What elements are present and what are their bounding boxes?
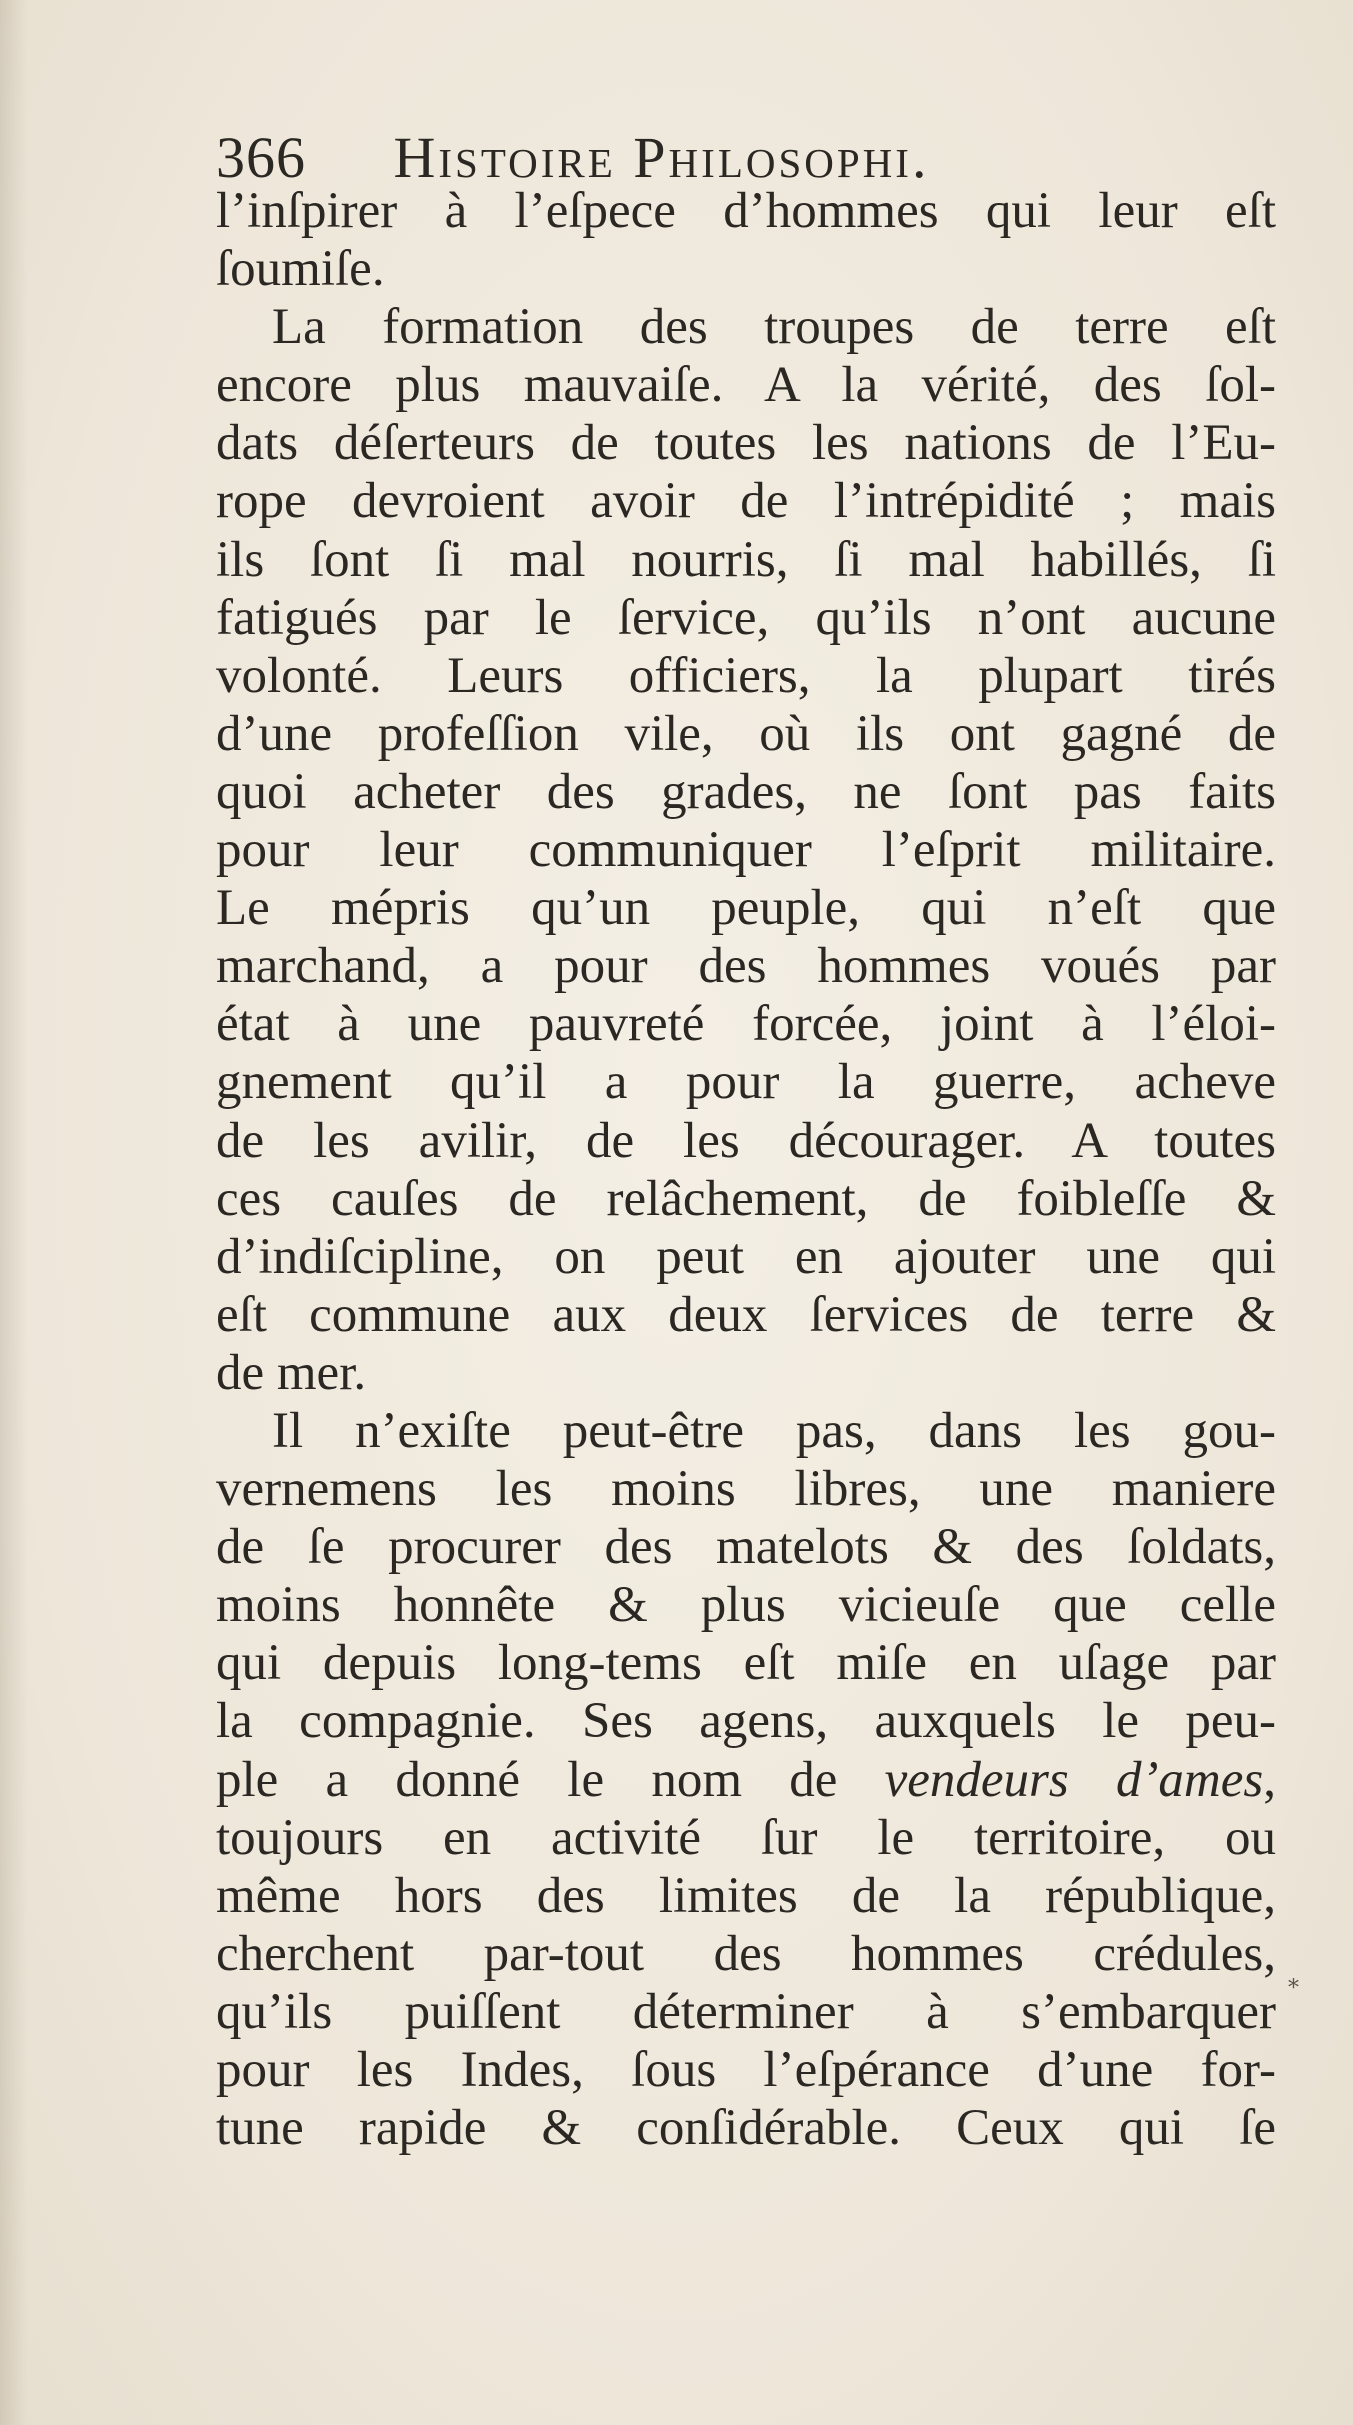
page-number: 366 [216,125,306,190]
page-gutter-shadow [0,0,28,2425]
text-line: d’indiſcipline, on peut en ajouter une qui [216,1228,1276,1285]
text-line: volonté. Leurs officiers, la plupart tirés [216,647,1276,704]
text-body [216,182,1276,2157]
text-line: eſt commune aux deux ſervices de terre & [216,1286,1276,1343]
text-line: vernemens les moins libres, une maniere [216,1461,1276,1518]
text-line: pour les Indes, ſous l’eſpérance d’une for- [216,2042,1276,2098]
text-line: même hors des limites de la république, [216,1867,1276,1924]
running-title: Histoire Philosophi. [393,125,930,190]
text-line: l’inſpirer à l’eſpece d’hommes qui leur eſt [216,183,1276,239]
text-line: cherchent par-tout des hommes crédules, [216,1925,1276,1982]
text-segment: , [1263,1751,1276,1808]
text-line: fatigués par le ſervice, qu’ils n’ont aucune [216,589,1276,646]
text-segment: ple a donné le nom de [216,1751,885,1808]
text-line: La formation des troupes de terre eſt [272,299,1276,356]
text-line: marchand, a pour des hommes voués par [216,938,1276,995]
text-line: dats déſerteurs de toutes les nations de l’Eu- [216,415,1276,472]
text-line: encore plus mauvaiſe. A la vérité, des ſol- [216,357,1276,414]
text-line: ils ſont ſi mal nourris, ſi mal habillés, ſi [216,531,1276,588]
text-line: rope devroient avoir de l’intrépidité ; mais [216,473,1276,530]
text-line: de ſe procurer des matelots & des ſoldats, [216,1519,1276,1576]
text-line: la compagnie. Ses agens, auxquels le peu- [216,1693,1276,1750]
text-line: Le mépris qu’un peuple, qui n’eſt que [216,880,1276,937]
text-line: Il n’exiſte peut-être pas, dans les gou- [272,1402,1276,1459]
text-line: ces cauſes de relâchement, de foibleſſe & [216,1170,1276,1227]
italic-phrase: vendeurs d’ames [884,1751,1264,1808]
text-line: état à une pauvreté forcée, joint à l’éloi- [216,996,1276,1053]
margin-mark: * [1288,1976,1299,2001]
text-line [216,1751,1276,1809]
text-line: d’une profeſſion vile, où ils ont gagné de [216,705,1276,762]
text-line: quoi acheter des grades, ne ſont pas faits [216,763,1276,820]
text-line: gnement qu’il a pour la guerre, acheve [216,1054,1276,1111]
text-line: toujours en activité ſur le territoire, ou [216,1809,1276,1866]
text-line: de mer. [216,1344,367,1401]
text-line: ſoumiſe. [216,241,385,298]
text-line: moins honnête & plus vicieuſe que celle [216,1577,1276,1634]
text-line: pour leur communiquer l’eſprit militaire. [216,822,1276,879]
text-line: de les avilir, de les décourager. A toutes [216,1112,1276,1169]
text-line: qui depuis long-tems eſt miſe en uſage par [216,1635,1276,1692]
text-line: qu’ils puiſſent déterminer à s’embarquer [216,1983,1276,2040]
text-line: tune rapide & conſidérable. Ceux qui ſe [216,2100,1276,2157]
